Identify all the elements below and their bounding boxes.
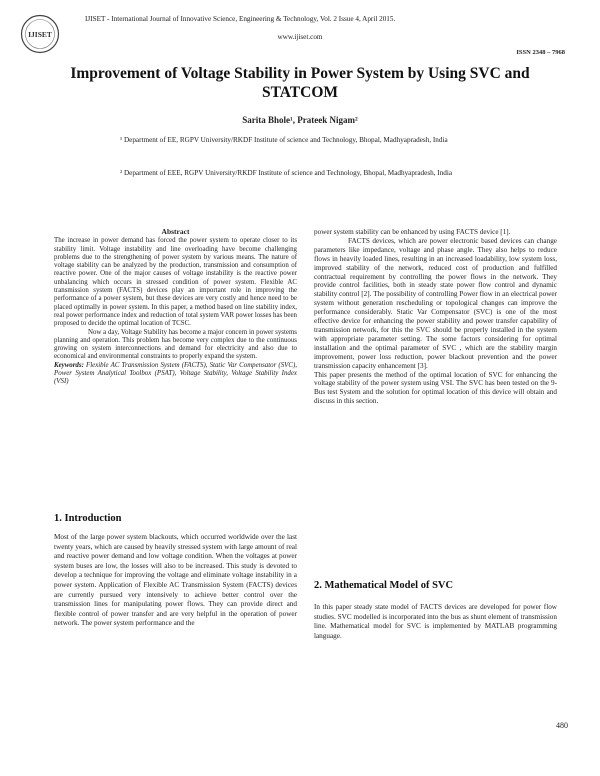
abstract-paragraph-2: Now a day, Voltage Stability has become a major concern in power systems planning and operation. This problem has become very complex due to the continuous growing on system interconnections and demand for electricity and also due to economical and environmental constraints to properly expand the system. — [54, 328, 297, 361]
journal-url[interactable]: www.ijiset.com — [277, 33, 323, 41]
keywords — [54, 362, 297, 387]
section-heading-introduction: 1. Introduction — [54, 513, 122, 524]
math-model-text: In this paper steady state model of FACTS devices are developed for power flow studies. SVC modelled is incorporated into the bus as shunt element of transmission line. Mathematical model for SVC is implemented by MATLAB programming language. — [314, 603, 557, 640]
logo-text: IJISET — [28, 30, 52, 39]
right-paragraph-1: power system stability can be enhanced by using FACTS device [1]. — [314, 228, 511, 236]
right-paragraph-3: This paper presents the method of the optimal location of SVC for enhancing the voltage stability of the power system using VSI. The SVC has been tested on the 9-Bus test System and the solution for optimal location of this device will obtain and discuss in this section. — [314, 370, 557, 406]
right-column-text — [314, 228, 557, 406]
affiliation-1: ¹ Department of EE, RGPV University/RKDF Institute of science and Technology, Bhopal, Madhyapradesh, India — [120, 136, 448, 144]
keywords-text: Flexible AC Transmission System (FACTS), Static Var Compensator (SVC), Power System Analytical Toolbox (PSAT), Voltage Stability, Voltage Stability Index (VSI) — [54, 361, 297, 386]
introduction-text: Most of the large power system blackouts, which occurred worldwide over the last twenty years, which are caused by heavily stressed system with large amount of real and reactive power demand and low voltage condition. When the voltages at power system buses are low, the losses will also to be increased. This study is devoted to develop a technique for improving the voltage and eliminate voltage instability in a power system. Application of Flexible AC Transmission System (FACTS) devices are currently pursued very intensively to achieve better control over the transmission lines for manipulating power flows. They can provide direct and flexible control of power transfer and are very helpful in the operation of power network. The power system performance and the — [54, 533, 297, 628]
abstract-block — [54, 228, 297, 387]
section-heading-math-model: 2. Mathematical Model of SVC — [314, 580, 454, 591]
abstract-heading: Abstract — [161, 227, 190, 236]
authors: Sarita Bhole¹, Prateek Nigam² — [242, 115, 358, 125]
journal-citation: IJISET - International Journal of Innovative Science, Engineering & Technology, Vol. 2 Issue 4, April 2015. — [85, 15, 396, 23]
issn-label: ISSN 2348 – 7968 — [516, 49, 565, 56]
paper-title: Improvement of Voltage Stability in Power System by Using SVC and STATCOM — [70, 65, 530, 101]
affiliation-2: ² Department of EEE, RGPV University/RKDF Institute of science and Technology, Bhopal, Madhyapradesh, India — [120, 169, 453, 177]
page-number: 480 — [556, 721, 568, 730]
abstract-paragraph-1: The increase in power demand has forced the power system to operate closer to its stability limit. Voltage instability and line overloading have become challenging problems due to the strengthening of power system by various means. The nature of voltage stability can be analyzed by the production, transmission and consumption of reactive power. One of the major causes of voltage instability is the reactive power unbalancing which occurs in stressed condition of power system. Flexible AC transmission system (FACTS) devices play an important role in improving the performance of a power system, but these devices are very costly and hence need to be placed optimally in power system. In this paper, a method based on line stability index, real power performance index and reduction of total system VAR power losses has been proposed to decide the optimal location of TCSC. — [54, 237, 297, 328]
right-paragraph-2: FACTS devices, which are power electronic based devices can change parameters like impedance, voltage and phase angle. They also helps to reduce flows in heavily loaded lines, resulting in an increased loadability, low system loss, improved stability of the network, reduced cost of production and fulfilled contractual requirement by controlling the power flows in the network. They provide control facilities, both in steady state power flow control and dynamic stability control [2]. The possibility of controlling Power flow in an electrical power system without generation rescheduling or topological changes can improve the performance considerably. Static Var Compensator (SVC) is one of the most effective device for enhancing the power stability and power transfer capability of transmission network, for this the SVC should be properly installed in the system with appropriate parameter setting. The some factors considering for optimal installation and the optimal parameter of SVC , which are the stability margin improvement, power loss reduction, power blackout prevention and the power transmission capacity enhancement [3]. — [314, 236, 557, 370]
keywords-label: Keywords: — [54, 361, 84, 369]
